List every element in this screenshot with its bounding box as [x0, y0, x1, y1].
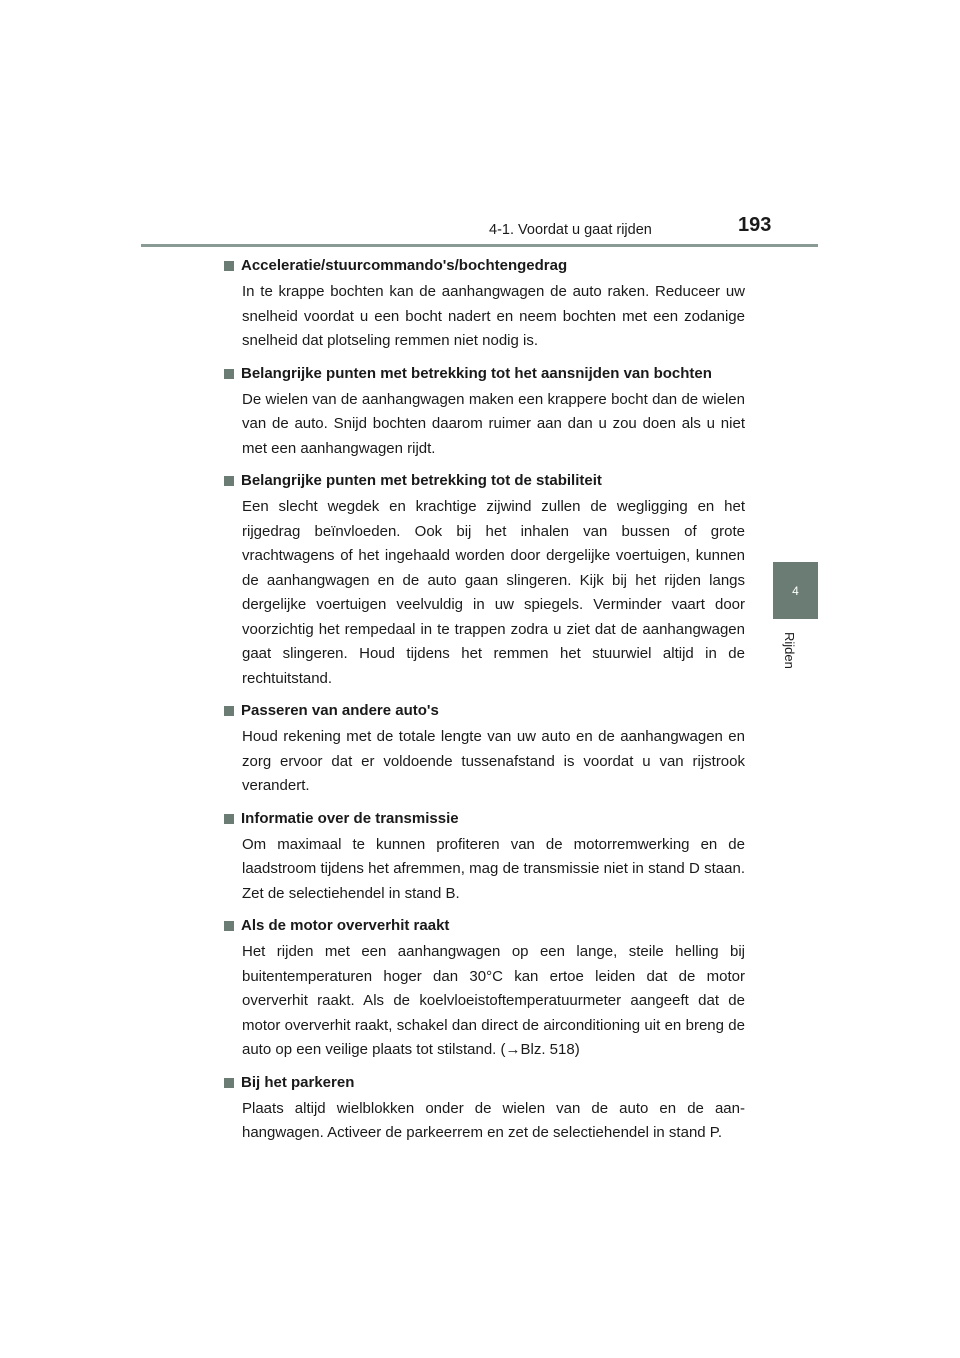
section-body: Houd rekening met de totale lengte van uw auto en de aanhangwagen en zorg ervoor dat er voldoende tussenafstand is voordat u van rijstrook verandert.: [242, 728, 745, 794]
section-heading-text: Belangrijke punten met betrekking tot de stabiliteit: [241, 472, 602, 489]
section-cornering: [224, 362, 745, 462]
section-body: Om maximaal te kunnen profiteren van de motorremwerking en de laadstroom tijdens het afremmen, mag de transmissie niet in stand D staan. Zet de selectiehendel in stand B.: [242, 835, 745, 902]
section-heading-text: Bij het parkeren: [241, 1073, 355, 1091]
chapter-number: 4: [792, 584, 799, 598]
header-divider: [141, 244, 818, 247]
square-bullet-icon: [224, 369, 234, 379]
section-heading-text: Informatie over de transmissie: [241, 809, 459, 827]
section-heading-text: Passeren van andere auto's: [241, 702, 439, 719]
section-heading: [224, 699, 745, 723]
section-heading: [224, 807, 745, 831]
section-body: Het rijden met een aanhangwagen op een lange, steile helling bij buitentemperaturen hoger dan 30°C kan ertoe leiden dat de motor oververhit raakt. Als de koelvloeistoftemperatuurmeter aangeeft dat de motor oververhit raakt, schakel dan direct de airconditioning uit en breng de auto op een veilige plaats tot stilstand. (→Blz. 518): [242, 943, 745, 1058]
square-bullet-icon: [224, 1078, 234, 1088]
section-heading: [224, 914, 745, 938]
page-number: 193: [738, 214, 772, 236]
section-heading: [224, 362, 745, 386]
section-heading-text: Acceleratie/stuurcommando's/bochtengedrag: [241, 257, 568, 274]
section-title: 4-1. Voordat u gaat rijden: [489, 222, 652, 238]
section-parking: [224, 1071, 745, 1146]
section-heading: [224, 1071, 745, 1095]
section-heading: [224, 254, 745, 278]
section-heading: [224, 469, 745, 493]
chapter-label: Rijden: [782, 632, 797, 669]
square-bullet-icon: [224, 476, 234, 486]
section-heading-text: Belangrijke punten met betrekking tot het aansnijden van bochten: [241, 364, 712, 382]
section-heading-text: Als de motor oververhit raakt: [241, 917, 450, 934]
section-body: De wielen van de aanhangwagen maken een krappere bocht dan de wielen van de auto. Snijd bochten daarom ruimer aan dan u zou doen als u niet met een aanhangwagen rijdt.: [242, 390, 745, 457]
section-passing: [224, 699, 745, 799]
section-body: In te krappe bochten kan de aanhangwagen de auto raken. Reduceer uw snelheid voordat u een bocht nadert en neem bochten met een zodanige snelheid dat plotseling remmen niet nodig is.: [242, 283, 745, 349]
section-acceleration: [224, 254, 745, 354]
section-body: Een slecht wegdek en krachtige zijwind zullen de wegligging en het rijgedrag beïnvloeden. Ook bij het inhalen van bussen of grote vrachtwagens of het ingehaald worden door dergelijke voertuigen, kunnen de aanhangwagen en de auto gaan slingeren. Kijk bij het rijden langs dergelijke voertuigen veelvuldig in uw spiegels. Verminder vaart door voorzichtig het rempedaal in te trappen zodra u ziet dat de aanhangwagen gaat slingeren. Houd tijdens het remmen het stuurwiel altijd in de rechtuitstand.: [242, 498, 745, 687]
square-bullet-icon: [224, 921, 234, 931]
chapter-tab: [773, 562, 818, 619]
section-transmission: [224, 807, 745, 907]
main-content: [224, 254, 745, 1154]
section-stability: [224, 469, 745, 691]
section-overheating: [224, 914, 745, 1063]
square-bullet-icon: [224, 814, 234, 824]
square-bullet-icon: [224, 706, 234, 716]
square-bullet-icon: [224, 261, 234, 271]
section-body: Plaats altijd wielblokken onder de wielen van de auto en de aanhangwagen. Activeer de parkeerrem en zet de selectiehendel in stand P.: [242, 1099, 745, 1141]
